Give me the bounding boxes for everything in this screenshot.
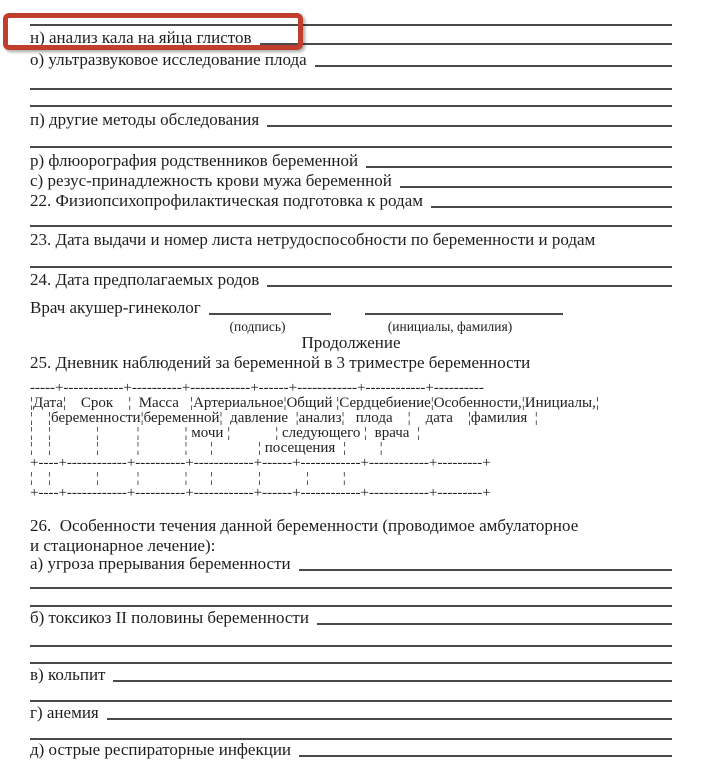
form-item-o-label: о) ультразвуковое исследование плода [30,50,307,69]
write-in-line [400,186,672,188]
form-item-26b [30,608,672,628]
write-in-line [431,206,672,208]
table-border-row: +----+------------+----------+------------+------+------------+------------+---------+ [30,455,491,471]
form-item-26v-label: в) кольпит [30,665,106,684]
write-in-line [315,65,672,67]
form-item-26v [30,665,672,685]
form-item-24-label: 24. Дата предполагаемых родов [30,270,260,289]
form-item-o [30,50,672,70]
form-item-s [30,171,672,191]
write-in-line [30,105,672,107]
form-item-26a [30,554,672,574]
write-in-line [30,587,672,589]
form-item-24 [30,270,672,290]
doctor-label: Врач акушер-гинеколог [30,298,201,317]
write-in-line [30,266,672,268]
form-item-25 [30,353,672,373]
write-in-line [260,43,672,45]
initials-line [365,313,563,315]
table-header-row: ¦ ¦ ¦ ¦ ¦ мочи ¦ ¦ следующего ¦ врача ¦ [30,425,420,441]
form-item-r [30,151,672,171]
write-in-line [366,166,672,168]
form-item-23-label: 23. Дата выдачи и номер листа нетрудоспособности по беременности и родам [30,230,596,249]
write-in-line [267,125,672,127]
doctor-signature-row [30,298,672,318]
write-in-line [299,755,672,757]
table-header-row: ¦ ¦ ¦ ¦ ¦ ¦ ¦ посещения ¦ ¦ [30,440,383,456]
write-in-line [107,718,672,720]
write-in-line [267,285,672,287]
diary-ascii-table [30,381,599,501]
write-in-line [317,623,672,625]
initials-caption: (инициалы, фамилия) [387,319,513,334]
form-item-26b-label: б) токсикоз II половины беременности [30,608,309,627]
form-item-23 [30,230,672,250]
form-item-26g [30,703,672,723]
write-in-line [30,605,672,607]
write-in-line [113,680,672,682]
table-border-row: +----+------------+----------+------------+------+------------+------------+---------+ [30,485,491,501]
form-item-p-label: п) другие методы обследования [30,110,260,129]
table-header-row: ¦Дата¦ Срок ¦ Масса ¦Артериальное¦Общий ¦Сердцебиение¦Особенности,¦Инициалы,¦ [30,395,599,411]
form-item-22 [30,191,672,211]
table-empty-row: ¦ ¦ ¦ ¦ ¦ ¦ ¦ ¦ ¦ [30,470,346,486]
highlight-box [3,13,303,50]
form-item-26d-label: д) острые респираторные инфекции [30,740,292,759]
form-item-n-label: н) анализ кала на яйца глистов [30,28,252,47]
write-in-line [30,88,672,90]
form-item-s-label: с) резус-принадлежность крови мужа беременной [30,171,392,190]
write-in-line [299,569,672,571]
signature-caption: (подпись) [229,319,286,334]
form-item-p [30,110,672,130]
write-in-line [30,645,672,647]
form-item-r-label: р) флюорография родственников беременной [30,151,359,170]
form-item-26-line2 [30,536,672,556]
table-header-row: ¦ ¦беременности¦беременной¦ давление ¦анализ¦ плода ¦ дата ¦фамилия ¦ [30,410,538,426]
form-item-26-label-line2: и стационарное лечение): [30,536,216,555]
form-item-26-line1 [30,516,672,536]
continuation-heading: Продолжение [301,333,401,352]
table-border-row: -----+------------+----------+------------+------+------------+------------+---------- [30,380,484,396]
write-in-line [30,146,672,148]
form-item-26d [30,740,672,760]
form-item-26a-label: а) угроза прерывания беременности [30,554,291,573]
form-item-26-label-line1: 26. Особенности течения данной беременности (проводимое амбулаторное [30,516,579,535]
write-in-line [30,700,672,702]
signature-line [209,313,331,315]
write-in-line [30,225,672,227]
form-item-26g-label: г) анемия [30,703,99,722]
form-item-25-label: 25. Дневник наблюдений за беременной в 3 триместре беременности [30,353,531,372]
write-in-line [30,662,672,664]
form-item-22-label: 22. Физиопсихопрофилактическая подготовка к родам [30,191,424,210]
